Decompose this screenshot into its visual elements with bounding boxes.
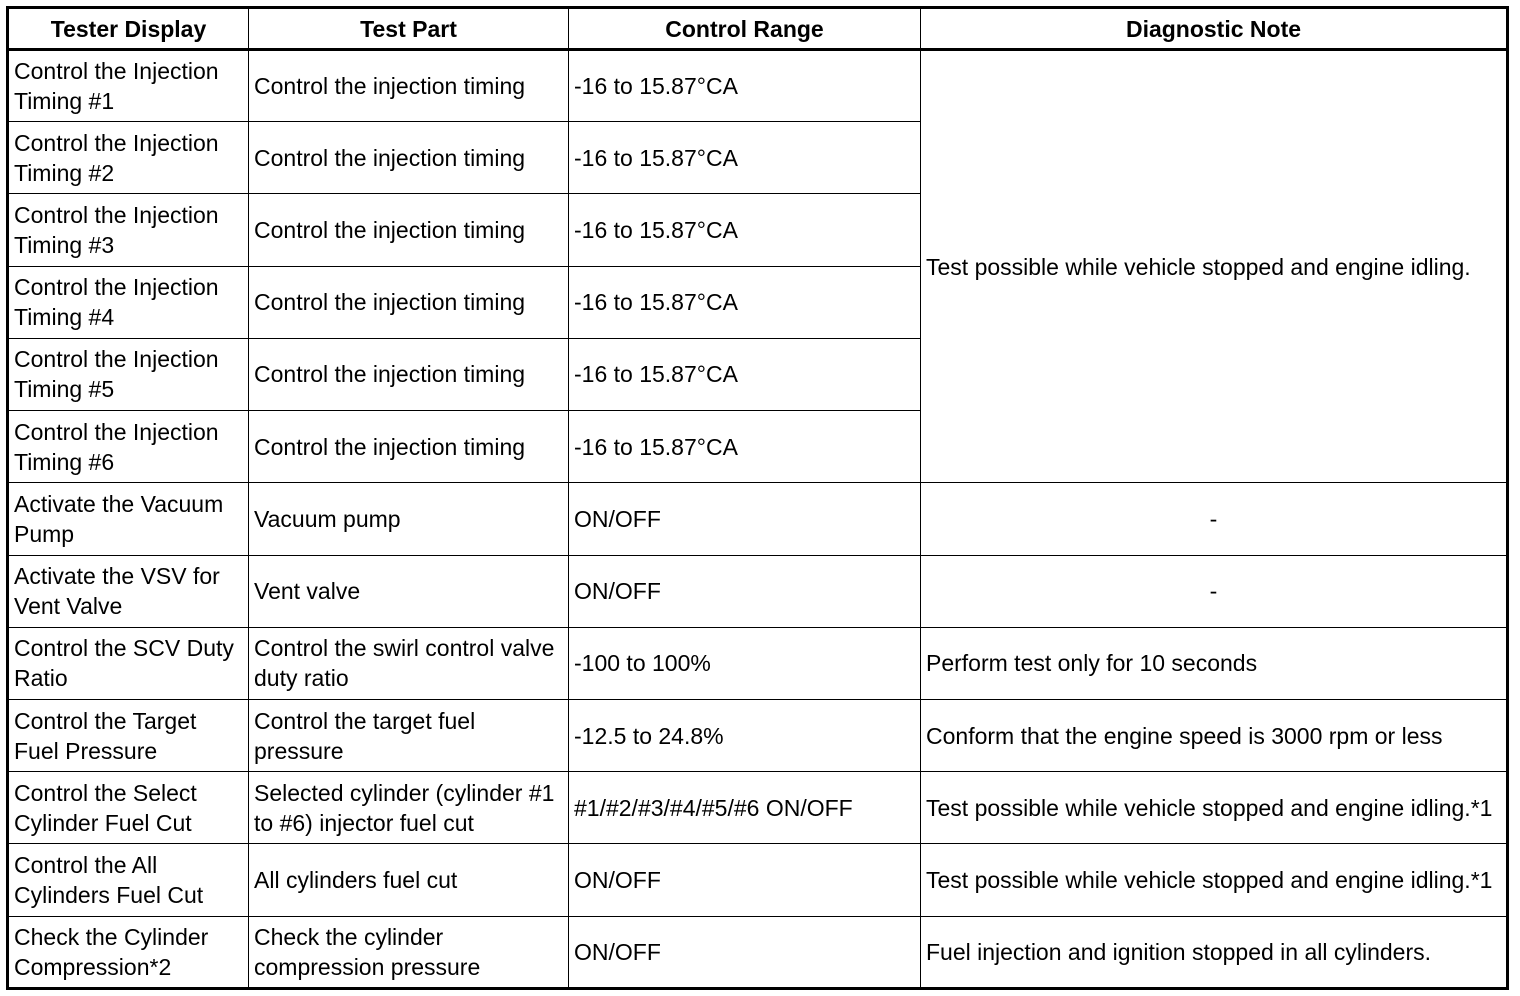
diagnostic-note-cell: Test possible while vehicle stopped and engine idling.*1 — [921, 844, 1508, 916]
control-range-cell: ON/OFF — [569, 844, 921, 916]
tester-display-cell: Control the Injection Timing #5 — [8, 338, 249, 410]
diagnostic-table — [6, 6, 1509, 990]
header-control-range: Control Range — [569, 8, 921, 50]
tester-display-cell: Check the Cylinder Compression*2 — [8, 916, 249, 988]
diagnostic-note-cell: - — [921, 555, 1508, 627]
test-part-cell: Vent valve — [249, 555, 569, 627]
test-part-cell: Vacuum pump — [249, 483, 569, 555]
diagnostic-note-cell: Fuel injection and ignition stopped in all cylinders. — [921, 916, 1508, 988]
test-part-cell: Control the injection timing — [249, 338, 569, 410]
control-range-cell: -100 to 100% — [569, 627, 921, 699]
tester-display-cell: Control the Target Fuel Pressure — [8, 699, 249, 771]
diagnostic-note-cell: Perform test only for 10 seconds — [921, 627, 1508, 699]
tester-display-cell: Control the Injection Timing #2 — [8, 122, 249, 194]
table-row — [8, 627, 1508, 699]
test-part-cell: Control the injection timing — [249, 122, 569, 194]
test-part-cell: Control the injection timing — [249, 194, 569, 266]
control-range-cell: -16 to 15.87°CA — [569, 266, 921, 338]
table-row — [8, 844, 1508, 916]
tester-display-cell: Control the SCV Duty Ratio — [8, 627, 249, 699]
diagnostic-note-cell: Conform that the engine speed is 3000 rpm or less — [921, 699, 1508, 771]
table-row — [8, 483, 1508, 555]
test-part-cell: Control the injection timing — [249, 50, 569, 122]
tester-display-cell: Control the Injection Timing #3 — [8, 194, 249, 266]
tester-display-cell: Control the Injection Timing #4 — [8, 266, 249, 338]
control-range-cell: #1/#2/#3/#4/#5/#6 ON/OFF — [569, 772, 921, 844]
table-row — [8, 555, 1508, 627]
header-tester-display: Tester Display — [8, 8, 249, 50]
diagnostic-note-cell: - — [921, 483, 1508, 555]
test-part-cell: Control the injection timing — [249, 411, 569, 483]
tester-display-cell: Control the Injection Timing #6 — [8, 411, 249, 483]
header-diagnostic-note: Diagnostic Note — [921, 8, 1508, 50]
table-row — [8, 699, 1508, 771]
control-range-cell: -16 to 15.87°CA — [569, 411, 921, 483]
control-range-cell: ON/OFF — [569, 555, 921, 627]
control-range-cell: -16 to 15.87°CA — [569, 338, 921, 410]
tester-display-cell: Control the All Cylinders Fuel Cut — [8, 844, 249, 916]
control-range-cell: -16 to 15.87°CA — [569, 194, 921, 266]
control-range-cell: -16 to 15.87°CA — [569, 122, 921, 194]
tester-display-cell: Activate the Vacuum Pump — [8, 483, 249, 555]
table-row — [8, 772, 1508, 844]
test-part-cell: Control the injection timing — [249, 266, 569, 338]
test-part-cell: All cylinders fuel cut — [249, 844, 569, 916]
control-range-cell: ON/OFF — [569, 483, 921, 555]
table-row — [8, 50, 1508, 122]
test-part-cell: Control the swirl control valve duty ratio — [249, 627, 569, 699]
header-test-part: Test Part — [249, 8, 569, 50]
test-part-cell: Control the target fuel pressure — [249, 699, 569, 771]
control-range-cell: -16 to 15.87°CA — [569, 50, 921, 122]
tester-display-cell: Activate the VSV for Vent Valve — [8, 555, 249, 627]
diagnostic-note-merged-cell: Test possible while vehicle stopped and engine idling. — [921, 50, 1508, 483]
tester-display-cell: Control the Select Cylinder Fuel Cut — [8, 772, 249, 844]
test-part-cell: Selected cylinder (cylinder #1 to #6) injector fuel cut — [249, 772, 569, 844]
control-range-cell: -12.5 to 24.8% — [569, 699, 921, 771]
test-part-cell: Check the cylinder compression pressure — [249, 916, 569, 988]
diagnostic-note-cell: Test possible while vehicle stopped and engine idling.*1 — [921, 772, 1508, 844]
control-range-cell: ON/OFF — [569, 916, 921, 988]
header-row — [8, 8, 1508, 50]
table-row — [8, 916, 1508, 988]
tester-display-cell: Control the Injection Timing #1 — [8, 50, 249, 122]
